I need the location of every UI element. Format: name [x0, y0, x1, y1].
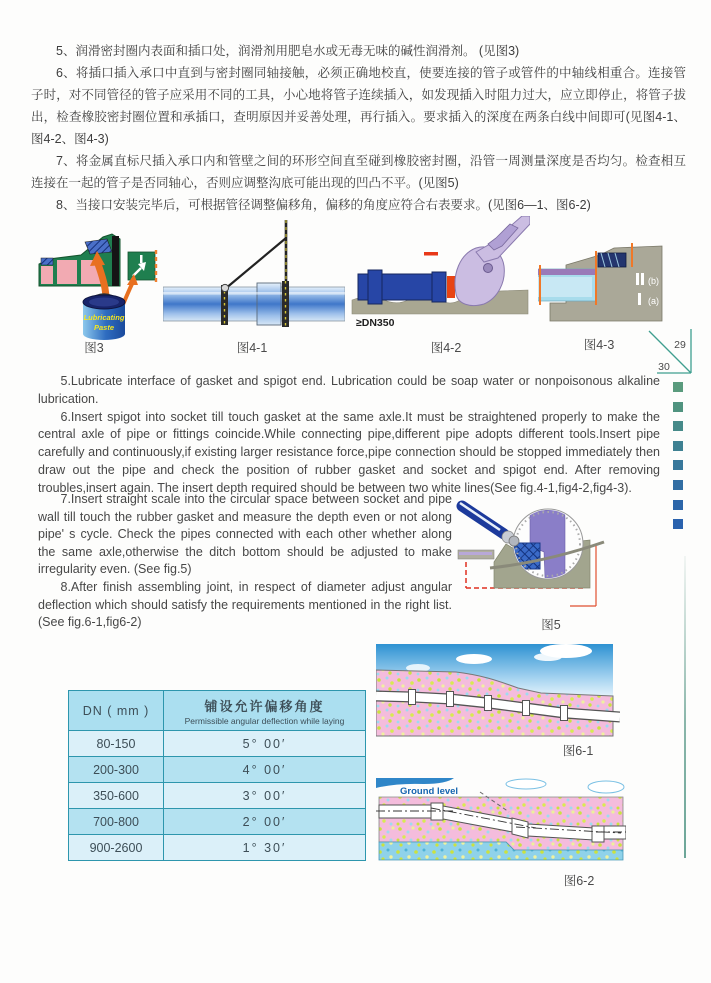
deflection-cell: 2° 00′: [164, 809, 366, 835]
deflection-cell: 1° 30′: [164, 835, 366, 861]
dn-cell: 900-2600: [69, 835, 164, 861]
paste-label-line2: Paste: [93, 323, 115, 332]
cn-paragraph-5: 5、润滑密封圈内表面和插口处，润滑剂用肥皂水或无毒无味的碱性润滑剂。 (见图3): [56, 44, 520, 58]
en-paragraph-7: 7.Insert straight scale into the circular space between socket and pipe wall till touch the rubber gasket and measure the depth even or not along pipe' s cycle. Check the pipes connected with each other whether along the same axle,otherwise the ditch bottom should be adjusted to make irregularity even. (See fig.5): [38, 492, 452, 577]
figure-caption-fig4-2: 图4-2: [430, 341, 462, 355]
dn-cell: 700-800: [69, 809, 164, 835]
dn-cell: 80-150: [69, 731, 164, 757]
dn-cell: 200-300: [69, 757, 164, 783]
gasket: [598, 253, 626, 267]
gasket: [447, 276, 455, 298]
pipe-segment: [379, 805, 431, 818]
table-row: [69, 757, 366, 783]
table-row: [69, 731, 366, 757]
pipe-collar: [368, 270, 382, 304]
page-number-29: 29: [674, 339, 686, 351]
pipe-joint: [561, 706, 568, 721]
chinese-instructions-block: [31, 40, 686, 216]
table-row: [69, 783, 366, 809]
cn-paragraph-8: 8、当接口安装完毕后，可根据管径调整偏移角，偏移的角度应符合右表要求。(见图6—1、图6-2): [56, 198, 591, 212]
fig3-illustration: [33, 222, 165, 344]
fig4-1-illustration: [163, 218, 345, 338]
cloud: [506, 779, 546, 789]
page-number-marker: [647, 329, 695, 377]
page-number-30: 30: [658, 361, 670, 373]
pipe-socket: [257, 283, 281, 325]
pipe-joint: [512, 818, 528, 838]
dn-cell: 350-600: [69, 783, 164, 809]
en-paragraph-6: 6.Insert spigot into socket till touch gasket at the same axle.It must be straightened properly to make the central axle of pipe or fittings coincide.While connecting pipe,different pipe adopts different tools.Insert pipe carefully and continuously,if existing larger resistance force,pipe connection should be stopped immediately then draw out the pipe and check the position of rubber gasket and socket and spigot end. After removing troubles,insert again. The insert depth required should be between two white lines(See fig.4-1,fig4-2,fig4-3).: [38, 409, 660, 495]
table-header-deflection-en: Permissible angular deflection while laying: [184, 715, 345, 726]
ground-level-label: Ground level: [400, 786, 459, 797]
white-line-b2: [641, 273, 644, 285]
table-row: [69, 835, 366, 861]
table-header-deflection-cn: 铺设允许偏移角度: [204, 698, 325, 714]
page-edge-square: [673, 460, 683, 470]
fig4-3-illustration: [538, 239, 664, 335]
page-edge-square: [673, 382, 683, 392]
table-header-row: [69, 691, 366, 731]
pipe-joint: [409, 690, 416, 705]
deflection-cell: 3° 00′: [164, 783, 366, 809]
pipe-joint: [431, 803, 443, 820]
insert-depth-mark: [424, 252, 438, 256]
page-edge-square-strip: [673, 382, 683, 529]
page-edge-square: [673, 519, 683, 529]
table-header-deflection: [164, 691, 366, 731]
pipe-joint: [447, 692, 454, 707]
cn-paragraph-6: 6、将插口插入承口中直到与密封圈同轴接触，必须正确地校直，使要连接的管子或管件的中轴线相重合。连接管子时，对不同管径的管子应采用不同的工具，小心地将管子连续插入，如发现插入时阻力过大，应立即停止，将管子拔出，检查橡胶密封圈位置和承插口，查明原因并妥善处理，再行插入。要求插入的深度在两条白线中间即可(见图4-1、图4-2、图4-3): [31, 66, 686, 146]
mark-a: (a): [648, 296, 659, 306]
figure-caption-fig4-3: 图4-3: [583, 338, 615, 352]
white-line-b1: [636, 273, 639, 285]
deflection-cell: 5° 00′: [164, 731, 366, 757]
figure-caption-fig6-2: 图6-2: [563, 874, 595, 888]
pipe-joint: [485, 696, 492, 711]
table-row: [69, 809, 366, 835]
cn-paragraph-7: 7、将金属直标尺插入承口内和管壁之间的环形空间直至碰到橡胶密封圈，沿管一周测量深度是否均匀。检查相互连接在一起的管子是否同轴心，否则应调整沟底可能出现的凹凸不平。(见图5): [31, 154, 686, 190]
diagonal-rope: [225, 238, 286, 289]
en-paragraph-5: 5.Lubricate interface of gasket and spigot end. Lubrication could be soap water or nonpoisonous alkaline lubrication.: [38, 374, 660, 406]
english-instructions-top: [38, 373, 660, 498]
page-edge-square: [673, 402, 683, 412]
page-edge-line: [684, 556, 686, 858]
paste-label-line1: Lubricating: [83, 313, 125, 322]
pipe-size-label: ≥DN350: [356, 317, 395, 328]
fig5-illustration: [446, 488, 648, 612]
mark-b: (b): [648, 276, 659, 286]
en-paragraph-8: 8.After finish assembling joint, in respect of diameter adjust angular deflection which should satisfy the requirements mentioned in the right list.(See fig.6-1,fig6-2): [38, 579, 452, 630]
fig6-1-illustration: [376, 644, 620, 739]
pipe-wall: [41, 266, 53, 284]
figure-caption-fig5: 图5: [541, 618, 561, 632]
fig4-2-illustration: [350, 216, 530, 328]
page-edge-square: [673, 500, 683, 510]
page-edge-square: [673, 480, 683, 490]
figure-caption-fig3: 图3: [84, 341, 104, 355]
deflection-table: [68, 690, 366, 861]
page-edge-square: [673, 421, 683, 431]
gasket-hatched: [85, 239, 112, 254]
cloud: [456, 654, 492, 664]
pipe-stripe: [538, 269, 596, 275]
figure-caption-fig6-1: 图6-1: [562, 744, 594, 758]
table-header-dn: DN ( mm ): [69, 691, 164, 731]
fig6-2-illustration: [376, 778, 626, 864]
pipe-joint: [592, 826, 604, 842]
figure-caption-fig4-1: 图4-1: [236, 341, 268, 355]
shackle: [221, 284, 228, 291]
english-instructions-left: [38, 491, 452, 632]
page-edge-square: [673, 441, 683, 451]
white-line-a: [638, 293, 641, 305]
pipe-joint: [523, 701, 530, 716]
cloud: [588, 781, 624, 793]
deflection-cell: 4° 00′: [164, 757, 366, 783]
